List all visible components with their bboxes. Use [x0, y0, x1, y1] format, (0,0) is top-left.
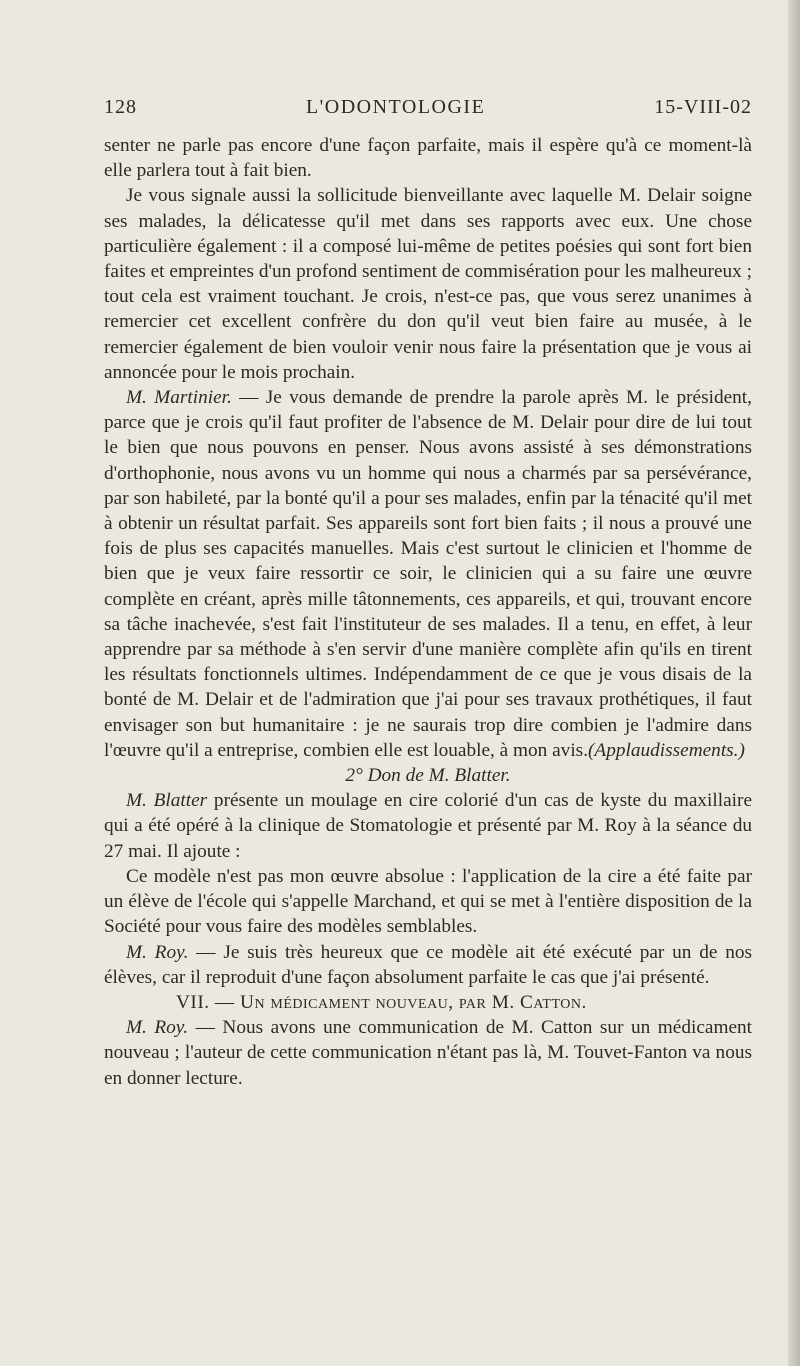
- paragraph-5: Ce modèle n'est pas mon œuvre absolue : l'application de la cire a été faite par un élève de l'école qui s'appelle Marchand, et qui se met à l'entière disposition de la Société pour vous faire des modèles semblables.: [104, 865, 752, 938]
- paragraph-7-text: — Nous avons une communication de M. Catton sur un médicament nouveau ; l'auteur de cette communication n'étant pas là, M. Touvet-Fanton va nous en donner lecture.: [104, 1017, 752, 1089]
- paragraph-1: senter ne parle pas encore d'une façon parfaite, mais il espère qu'à ce moment-là elle parlera tout à fait bien.: [104, 135, 752, 182]
- document-page: [104, 96, 752, 1091]
- paragraph-3: [104, 385, 752, 763]
- paragraph-6: [104, 940, 752, 990]
- page-number: 128: [104, 96, 137, 118]
- speaker-martinier: M. Martinier.: [126, 387, 232, 409]
- sub-heading: 2° Don de M. Blatter.: [345, 765, 511, 787]
- issue-date: 15-VIII-02: [654, 96, 752, 118]
- paragraph-3-text: — Je vous demande de prendre la parole après M. le président, parce que je crois qu'il faut profiter de l'absence de M. Delair pour dire de lui tout le bien que nous pouvons en penser. Nous avons assisté à ses démonstrations d'orthophonie, nous avons vu un homme qui nous a charmés par sa persévérance, par son habileté, par la bonté qu'il a pour ses malades, enfin par la ténacité qu'il met à obtenir un résultat parfait. Ses appareils sont fort bien faits ; il nous a prouvé une fois de plus ses capacités manuelles. Mais c'est surtout le clinicien et l'homme de bien que je veux faire ressortir ce soir, le clinicien qui a su faire une œuvre complète en créant, après mille tâtonnements, ces appareils, et qui, trouvant encore sa tâche inachevée, s'est fait l'instituteur de ses malades. Il a tenu, en effet, à leur apprendre par sa méthode à s'en servir d'une manière complète afin qu'ils en tirent les résultats fonctionnels ultimes. Indépendamment de ce que je vous disais de la bonté de M. Delair et de l'admiration que j'ai pour ses travaux prothétiques, il faut envisager son but humanitaire : je ne saurais trop dire combien je l'admire dans l'œuvre qu'il a entreprise, combien elle est louable, à mon avis.: [104, 387, 752, 761]
- section-number: VII. —: [176, 991, 241, 1013]
- section-title: Un médicament nouveau, par M. Catton.: [240, 991, 587, 1013]
- applause-note: (Applaudissements.): [588, 739, 745, 761]
- section-heading: [104, 990, 752, 1015]
- paragraph-6-text: — Je suis très heureux que ce modèle ait été exécuté par un de nos élèves, car il reproduit d'une façon absolument parfaite le cas que j'ai présenté.: [104, 941, 752, 988]
- journal-title: L'ODONTOLOGIE: [305, 96, 486, 118]
- paragraph-2: Je vous signale aussi la sollicitude bienveillante avec laquelle M. Delair soigne ses malades, la délicatesse qu'il met dans ses rapports avec eux. Une chose particulière également : il a composé lui-même de petites poésies qui sont fort bien faites et empreintes d'un profond sentiment de commisération pour les malheureux ; tout cela est vraiment touchant. Je crois, n'est-ce pas, que vous serez unanimes à remercier cet excellent confrère du don qu'il veut bien faire au musée, à le remercier également de bien vouloir venir nous faire la présentation que je vous ai annoncée pour le mois prochain.: [104, 185, 752, 383]
- paragraph-4-text: présente un moulage en cire colorié d'un cas de kyste du maxillaire qui a été opéré à la clinique de Stomatologie et présenté par M. Roy à la séance du 27 mai. Il ajoute :: [104, 790, 752, 862]
- paragraph-7: [104, 1015, 752, 1091]
- paragraph-4: [104, 788, 752, 864]
- speaker-roy: M. Roy.: [126, 941, 189, 963]
- page-edge: [788, 0, 800, 1366]
- running-header: [104, 96, 752, 119]
- speaker-roy-2: M. Roy.: [126, 1017, 189, 1039]
- speaker-blatter: M. Blatter: [126, 790, 208, 812]
